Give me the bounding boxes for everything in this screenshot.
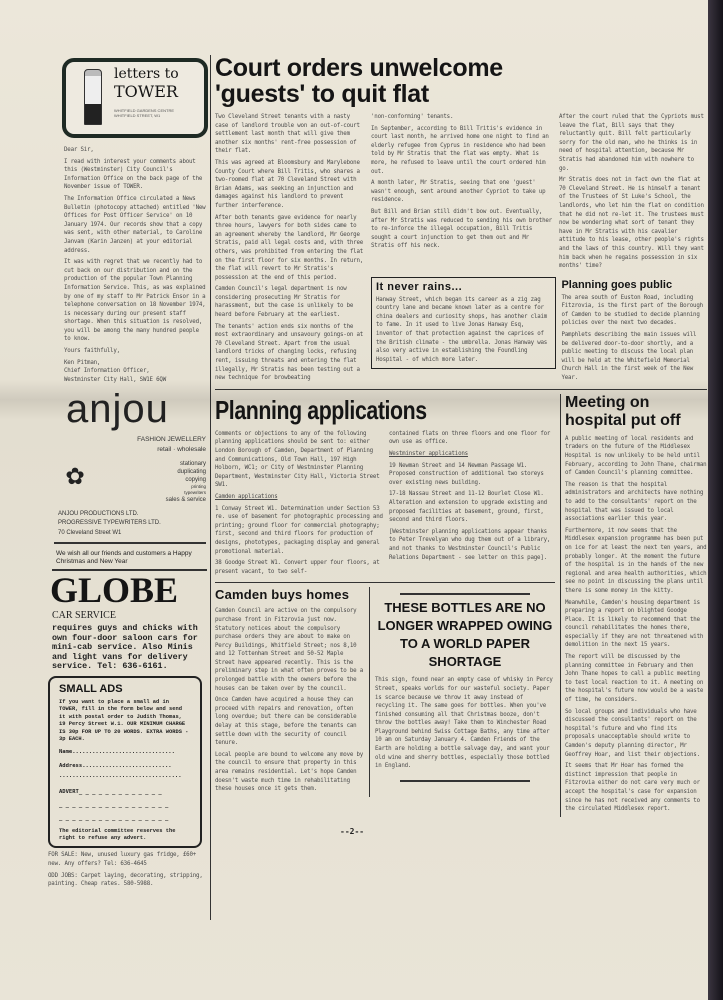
- court-headline-line-2: 'guests' to quit flat: [215, 80, 429, 108]
- small-ads-title: SMALL ADS: [59, 682, 123, 695]
- paragraph: This was agreed at Bloomsbury and Marylebone County Court where Bill Tritis, who shares a two-roomed flat at 70 Cleveland Street with Brian Adams, was seeking an injunction and damages against his landlord to prevent further interference.: [215, 159, 360, 209]
- planning-apps-columns: [215, 430, 555, 580]
- paragraph: It was with regret that we recently had to cut back on our distribution and on the production of the popular Town Planning Information Service. This, as was explained by one of my staff to Mr Patrick Ensor in a telephone conversation on 18 November 1974, is necessary during our present staff shortage. When this situation is resolved, you will be among the many hundred people to know.: [64, 259, 206, 343]
- court-section: [215, 113, 707, 386]
- left-column: [48, 58, 208, 892]
- globe-body: requires guys and chicks with own four-door saloon cars for mini-cab service. Also Minis and light vans for delivery service. Tel: 636-6161.: [52, 623, 198, 672]
- bottles-story: [375, 587, 555, 782]
- paragraph: In September, according to Bill Tritis's evidence in court last month, he arrived home one night to find an elderly refugee from Cyprus in residence who had been told by Mr Stratis that the flat was empty. What is more, he refused to leave until the court ordered him out.: [371, 125, 549, 175]
- camden-homes-story: [215, 587, 370, 796]
- paragraph: Meanwhile, Camden's housing department is preparing a report on blighted Goodge Place. It is likely to recommend that the council rehabilitates the homes there, especially if they are not threatened with demolition in the next 15 years.: [565, 599, 704, 649]
- anjou-address: 70 Cleveland Street W1: [58, 530, 122, 537]
- court-right-part: [371, 113, 707, 386]
- rule: [54, 542, 206, 544]
- paragraph: I read with interest your comments about this (Westminster) City Council's Information Office on the back page of the November issue of TOWER.: [64, 158, 203, 191]
- westminster-applications-subhead: Westminster applications: [389, 451, 468, 457]
- paragraph: Furthermore, it now seems that the Middlesex expansion programme has been put on ice for at least the next ten years, and probably longer. At the moment the future of the hospital is in the hands of the new regional and area health authorities, which see no point in discussing the plans until there is some money in the kitty.: [565, 527, 707, 594]
- small-ads-footer: The editorial committee reserves the right to refuse any advert.: [59, 828, 176, 842]
- logo-title-1: letters to: [114, 66, 179, 82]
- camden-homes-headline: Camden buys homes: [215, 587, 350, 603]
- paragraph: 'non-conforming' tenants.: [371, 114, 454, 120]
- anjou-tagline-2: retail · wholesale: [157, 446, 206, 454]
- planning-public-body: [559, 294, 707, 383]
- court-column-2: [371, 113, 553, 254]
- planning-apps-column-2: [389, 430, 555, 565]
- small-ads-box: [48, 676, 202, 848]
- page-number: --2--: [340, 826, 365, 836]
- anjou-company-1: ANJOU PRODUCTIONS LTD.: [58, 511, 139, 518]
- right-area: [215, 55, 707, 837]
- paragraph: Mr Stratis does not in fact own the flat at 70 Cleveland Street. He is himself a tenant of the Trustees of St Luke's School, the landlords, who let him the flat on condition that he did not re-let it. The trustees must now be wondering what sort of tenant they have in Mr Stratis with his cavalier attitude to his lease, other people's rights and the laws of this country. Will they want him back when he regains possession in six months' time?: [559, 177, 704, 270]
- paragraph: After both tenants gave evidence for nearly three hours, lawyers for both sides came to an agreement whereby the landlord, Mr George Stratis, paid all legal costs and, with three others, was prohibited from entering the flat on the first floor for six months. In return, the flat will revert to Mr Stratis's possession at the end of this period.: [215, 214, 364, 281]
- service-item: typewriters: [184, 490, 206, 496]
- camden-applications-list: [215, 505, 383, 577]
- paragraph: But Bill and Brian still didn't bow out. Eventually, after Mr Stratis was reduced to sending his own brother to re-inforce the illegal occupation, Bill Tritis sought a court injunction to get them out and Mr Stratis off his neck.: [371, 208, 552, 250]
- paragraph: Pamphlets describing the main issues will be delivered door-to-door shortly, and a public meeting to discuss the local plan will be held at the Whitefield Memorial Church Hall in the first week of the New Year.: [561, 332, 697, 382]
- paragraph: This sign, found near an empty case of whisky in Percy Street, speaks worlds for our wasteful society. Paper is scarce because we throw it away instead of recycling it. The same goes for bottles. When you've finished consuming all that Christmas booze, don't throw the bottles away! Take them to Winchester Road Playground behind Swiss Cottage Baths, any time after 10 am on Saturday January 4. Camden Friends of the Earth are holding a bottle salvage day, and want your old wine and sherry bottles, especially those bottled in England.: [375, 677, 553, 770]
- paragraph: Two Cleveland Street tenants with a nasty case of landlord trouble won an out-of-court settlement last month that will give them another six months' rent-free possession of their flat.: [215, 114, 360, 155]
- meeting-headline-line-1: Meeting on: [565, 393, 650, 411]
- paragraph: The area south of Euston Road, including Fitzrovia, is the first part of the Borough of Camden to be studied to decide planning policies over the next two decades.: [561, 294, 703, 327]
- rule: [400, 780, 530, 782]
- paragraph: A public meeting of local residents and traders on the future of the Middlesex Hospital is now unlikely to be held until February, according to John Thane, chairman of Camden Council's planning committee.: [565, 435, 707, 477]
- name-field[interactable]: Name...............................: [59, 749, 175, 756]
- paragraph: The report will be discussed by the planning committee in February and then John Thane hopes to call a public meeting to test local reaction to it. A meeting on the hospital's future now would be a waste of time, he considers.: [565, 654, 704, 704]
- rule: [215, 389, 707, 390]
- paragraph: Camden Council's legal department is now considering prosecuting Mr Stratis for harassment, but the case is unlikely to be heard before February at the earliest.: [215, 286, 354, 319]
- court-column-1: [215, 113, 365, 386]
- address-field[interactable]: Address........................... .....................................: [59, 763, 182, 780]
- classifieds: [48, 851, 208, 891]
- camden-homes-body: [215, 607, 365, 796]
- anjou-services: [166, 460, 206, 504]
- name-label: Name: [59, 749, 73, 756]
- small-ads-intro: If you want to place a small ad in TOWER, fill in the form below and send it with postal order to Judith Thomas, 19 Percy Street W.1. OUR MINIMUM CHARGE IS 30p FOR UP TO 20 WORDS. EXTRA WORDS - 3p EACH.: [59, 698, 189, 742]
- paragraph: The Information Office circulated a News Bulletin (photocopy attached) entitled 'New Offices for Post Officer Service' on 10 January 1974. Our records show that a copy was sent, with other material, to Caroline Janvam (Karin Janzen) at your editorial address.: [64, 195, 206, 254]
- planning-public-headline: Planning goes public: [561, 278, 673, 291]
- service-item: duplicating: [177, 469, 206, 476]
- paragraph: ODD JOBS: Carpet laying, decorating, stripping, painting. Cheap rates. 580-5988.: [48, 872, 203, 888]
- meeting-headline: [565, 394, 707, 430]
- service-item: printing: [191, 484, 206, 490]
- paragraph: Westminster City Hall, SW1E 6QW: [64, 376, 166, 383]
- anjou-tagline-1: FASHION JEWELLERY: [137, 436, 206, 444]
- meeting-body: [565, 435, 707, 817]
- bottles-headline: THESE BOTTLES ARE NO LONGER WRAPPED OWING TO A WORLD PAPER SHORTAGE: [377, 600, 553, 670]
- paragraph: Hanway Street, which began its career as a zig zag country lane and became known later as a centre for china dealers and curiosity shops, has another claim to fame. In it used to live Jonas Hanway Esq, inventor of that protection against the caprices of the British climate - the umbrella. Jonas Hanway was also very active in establishing the Foundling Hospital - of which more later.: [376, 296, 548, 363]
- anjou-logo: anjou: [66, 387, 169, 432]
- service-item: stationary: [179, 461, 206, 468]
- letters-to-tower-logo: [62, 58, 208, 138]
- westminster-applications-list: [389, 462, 555, 563]
- paragraph: Dear Sir,: [64, 147, 94, 153]
- meeting-headline-line-2: hospital put off: [565, 411, 681, 429]
- planning-apps-continued: contained flats on three floors and one floor for own use as office.: [389, 430, 551, 446]
- paragraph: 17-18 Nassau Street and 11-12 Bourlet Close W1. Alteration and extension to upgrade existing and proposed facilities at basement, ground, first, second and third floors.: [389, 491, 547, 524]
- paragraph: 38 Goodge Street W1. Convert upper four floors, at present vacant, to two self-: [215, 560, 380, 575]
- address-label: Address: [59, 763, 83, 770]
- column-rule: [210, 55, 211, 920]
- planning-applications-headline: Planning applications: [215, 394, 427, 425]
- it-never-rains-box: [371, 277, 556, 370]
- rains-body: [372, 296, 555, 369]
- paragraph: So local groups and individuals who have discussed the consultants' report on the hospital's future and who find its proposals unacceptable should write to Camden's deputy planning director, Mr Geoffrey Hoar, and list their objections.: [565, 708, 700, 758]
- bottles-body: [375, 676, 555, 774]
- court-headline-line-1: Court orders unwelcome: [215, 54, 503, 82]
- letter-body: [64, 146, 208, 359]
- paragraph: A month later, Mr Stratis, seeing that one 'guest' wasn't enough, sent around another Cypriot to take up residence.: [371, 180, 546, 204]
- paragraph: The reason is that the hospital administrators and architects have nothing to add to the consultants' report on the hospital that was issued to local associations earlier this year.: [565, 481, 704, 523]
- advert-field[interactable]: ADVERT_ _ _ _ _ _ _ _ _ _ _ _ _ _ _ _ _ _ _ _ _ _ _ _ _ _ _ _ _ _ _ _ _ _ _ _ _ _ _ _ _ _ _ _ _ _ _: [59, 789, 169, 822]
- paragraph: 1 Conway Street W1. Determination under Section 53 re. use of basement for photographic processing and printing; ground floor for commercial photography; first, second and third floors for production of designs, phototypes, packaging display and general promotional material.: [215, 505, 383, 555]
- globe-subtitle: CAR SERVICE: [52, 610, 116, 622]
- anjou-advert: [54, 387, 206, 550]
- paragraph: The tenants' action ends six months of the most extraordinary and unsavoury goings-on at 70 Cleveland Street. Apart from the usual landlord tricks of changing locks, refusing rent, issuing threats and entering the flat illegally, Mr Stratis has been testing out a new technique for browbeating: [215, 323, 364, 382]
- paragraph: Yours faithfully,: [64, 348, 120, 355]
- lower-section: [215, 394, 707, 817]
- paragraph: Comments or objections to any of the following planning applications should be sent to: either London Borough of Camden, Department of Planning and Communications, Old Town Hall, 197 High Holborn, WC1; or City of Westminster Planning Department, Westminster City Hall, Victoria Street SW1.: [215, 430, 380, 489]
- paragraph: Chief Information Officer,: [64, 368, 150, 375]
- anjou-company-2: PROGRESSIVE TYPEWRITERS LTD.: [58, 520, 161, 527]
- paragraph: Once Camden have acquired a house they can proceed with repairs and renovation, often long overdue; but there can be considerable delay at this stage, before the tenants can settle down with the security of council tenure.: [215, 697, 357, 747]
- globe-title: GLOBE: [50, 570, 179, 611]
- camden-applications-subhead: Camden applications: [215, 493, 278, 500]
- court-column-3: [559, 113, 707, 274]
- short-stories-row: [371, 277, 707, 386]
- paragraph: Ken Pitman,: [64, 359, 101, 366]
- court-columns-2-3: [371, 113, 707, 274]
- rule: [400, 593, 530, 595]
- advert-label: ADVERT: [59, 789, 79, 796]
- logo-title-2: TOWER: [114, 82, 178, 101]
- paragraph: It seems that Mr Hoar has formed the distinct impression that people in Fitzrovia either do not care very much or accept the hospital's case for expansion since he has not received any comments to the circulated Middlesex report.: [565, 763, 700, 813]
- service-item: copying: [185, 477, 206, 484]
- anjou-greeting: We wish all our friends and customers a Happy Christmas and New Year: [56, 550, 192, 566]
- rains-headline: It never rains...: [376, 280, 463, 293]
- lower-left-part: [215, 394, 555, 797]
- paragraph: 19 Newman Street and 14 Newman Passage W1. Proposed construction of additional two storeys over existing news building.: [389, 462, 544, 486]
- rule: [215, 582, 555, 583]
- service-item: sales & service: [165, 497, 206, 504]
- paragraph: Camden Council are active on the compulsory purchase front in Fitzrovia just now. Statutory notices about the compulsory purchase orders they are about to make on Percy Buildings, Whitfield Street; nos 8,10 and 12 Tottenham Street and 50-52 Maple Street have appeared recently. This is the preliminary step in what often proves to be a prolonged battle with the owners before the houses can be taken over by the council.: [215, 608, 364, 692]
- logo-address: WHITFIELD GARDENS CENTRE WHITFIELD STREET, W1: [114, 108, 175, 118]
- flower-icon: ✿: [66, 457, 85, 493]
- court-headline: [215, 55, 707, 107]
- pillar-box-icon: [84, 69, 102, 125]
- paragraph: Local people are bound to welcome any move by the council to ensure that property in this area remains residential. Let's hope Camden doesn't waste much time in rehabilitating these houses once it gets them.: [215, 751, 364, 793]
- paragraph: [Westminster planning applications appear thanks to Peter Trevelyan who dug them out of a library, and not thanks to Westminster Council's Public Relations Department - see letter on this page].: [389, 528, 551, 561]
- paragraph: FOR SALE: New, unused luxury gas fridge, £60+ new. Any offers? Tel: 636-4645: [48, 852, 197, 867]
- planning-apps-intro: [215, 430, 383, 490]
- bottom-stories-row: [215, 587, 555, 796]
- meeting-story: [560, 394, 707, 817]
- scan-background-edge: [708, 0, 723, 1000]
- letter-signature: [64, 359, 208, 385]
- paragraph: After the court ruled that the Cypriots must leave the flat, Bill says that they reluctantly quit. Bill felt particularly sorry for the old man, who he thinks is in need of hospital attention, because Mr Stratis had abandoned him with nowhere to go.: [559, 114, 704, 172]
- planning-apps-column-1: [215, 430, 383, 580]
- planning-public-box: [559, 277, 707, 386]
